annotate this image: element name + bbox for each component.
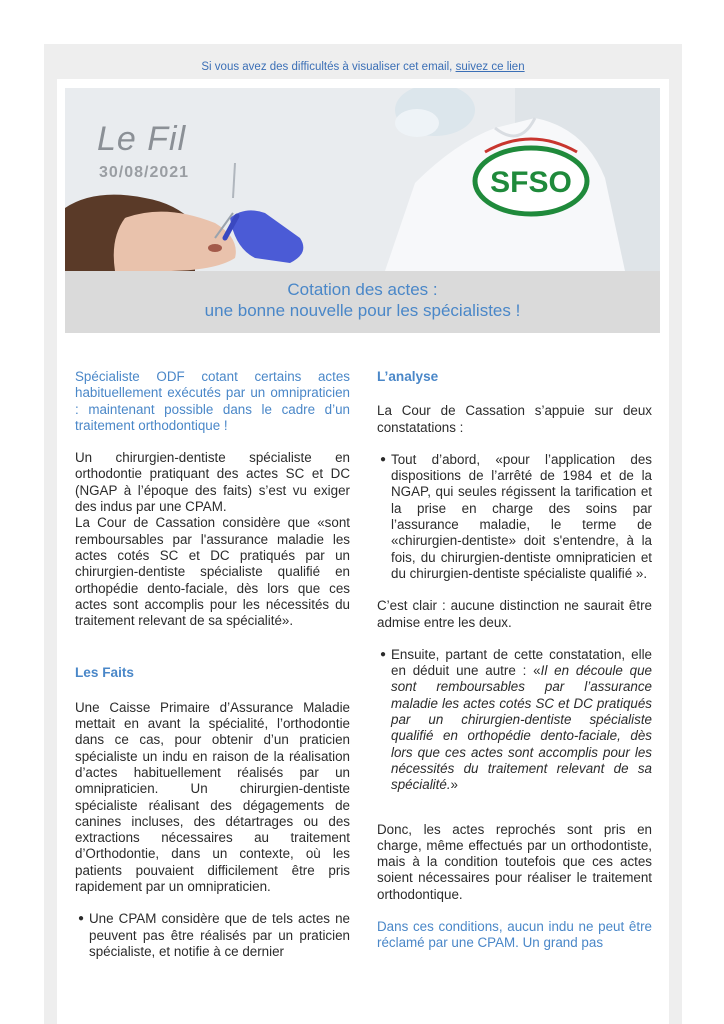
faits-paragraph: Une Caisse Primaire d’Assurance Maladie mettait en avant la spécialité, l’orthodontie dans ce cas, pour obtenir d’un praticien spécialiste un indu en raison de la réalisation d’actes habituellement réalisés par un omnipraticien. Un chirurgien-dentiste spécialiste réalisant des dégagements de canines incluses, des détartrages ou des extractions nécessaires au traitement d’Orthodontie, dans un contexte, où les patients pouvaient difficilement être pris rapidement par un omnipraticien. [75,699,350,895]
faits-heading: Les Faits [75,665,134,681]
list-item [377,452,652,582]
bullet-icon: ● [380,453,387,465]
bullet-icon: ● [78,913,85,925]
view-online-link[interactable]: suivez ce lien [455,61,525,73]
list-item [377,647,652,794]
analyse-paragraph-4: Dans ces conditions, aucun indu ne peut être réclamé par une CPAM. Un grand pas [377,919,652,951]
right-column [377,369,652,968]
newsletter-title: Le Fil [97,120,187,158]
analyse-paragraph-2: C’est clair : aucune distinction ne saurait être admise entre les deux. [377,598,652,630]
logo-text: SFSO [490,166,572,199]
analyse-paragraph-3: Donc, les actes reprochés sont pris en charge, même effectués par un orthodontiste, mais à la condition toutefois que ces actes soient nécessaires pour réaliser le traitement orthodontique. [377,821,652,902]
context-paragraph-2: La Cour de Cassation considère que «sont remboursables par l'assurance maladie les actes cotés SC et DC pratiqués par un chirurgien-dentiste spécialiste qualifié en orthopédie dento-faciale, dès lors que ces actes sont accomplis pour les nécessités du traitement relevant de sa spécialité». [75,515,350,629]
email-card [57,79,669,1024]
quote-italic: Il en découle que sont remboursables par l’assurance maladie les actes cotés SC et DC pratiqués par un chirurgien-dentiste spécialiste qualifié en orthopédie dento-faciale, dès lors que ces actes sont accomplis pour les nécessités du traitement relevant de sa spécialité. [391,663,653,793]
bullet-text: Tout d’abord, «pour l’application des dispositions de l’arrêté de 1984 et de la NGAP, qui seules régissent la tarification et la prise en charge des soins par l’assurance maladie, le terme de «chirurgien-dentiste» doit s'entendre, à la fois, du chirurgien-dentiste omnipraticien et du chirurgien-dentiste spécialiste qualifié ». [391,451,652,581]
newsletter-date: 30/08/2021 [99,164,190,181]
headline-banner [65,271,660,333]
intro-paragraph: Spécialiste ODF cotant certains actes habituellement exécutés par un omnipraticien : maintenant possible dans le cadre d’un traitement orthodontique ! [75,369,350,433]
headline-line-1: Cotation des actes : [287,280,438,299]
analyse-heading: L’analyse [377,369,439,384]
view-online-text: Si vous avez des difficultés à visualiser cet email, [201,61,456,73]
bullet-text: Ensuite, partant de cette constatation, elle en déduit une autre : «Il en découle que sont remboursables par l’assurance maladie les actes cotés SC et DC pratiqués par un chirurgien-dentiste spécialiste qualifié en orthopédie dento-faciale, dès lors que ces actes sont accomplis pour les nécessités du traitement relevant de sa spécialité.» [391,646,653,793]
headline-line-2: une bonne nouvelle pour les spécialistes ! [204,301,521,320]
view-online-notice [44,61,682,73]
bullet-icon: ● [380,648,387,660]
hero-banner [65,88,660,271]
left-column [75,369,350,976]
context-paragraph-1: Un chirurgien-dentiste spécialiste en orthodontie pratiquant des actes SC et DC (NGAP à l’époque des faits) s’est vu exiger des indus par une CPAM. [75,450,350,515]
email-background [44,44,682,1024]
list-item [75,911,350,960]
bullet-text: Une CPAM considère que de tels actes ne peuvent pas être réalisés par un praticien spécialiste, et notifie à ce dernier [89,911,350,959]
analyse-paragraph-1: La Cour de Cassation s’appuie sur deux constatations : [377,403,652,435]
